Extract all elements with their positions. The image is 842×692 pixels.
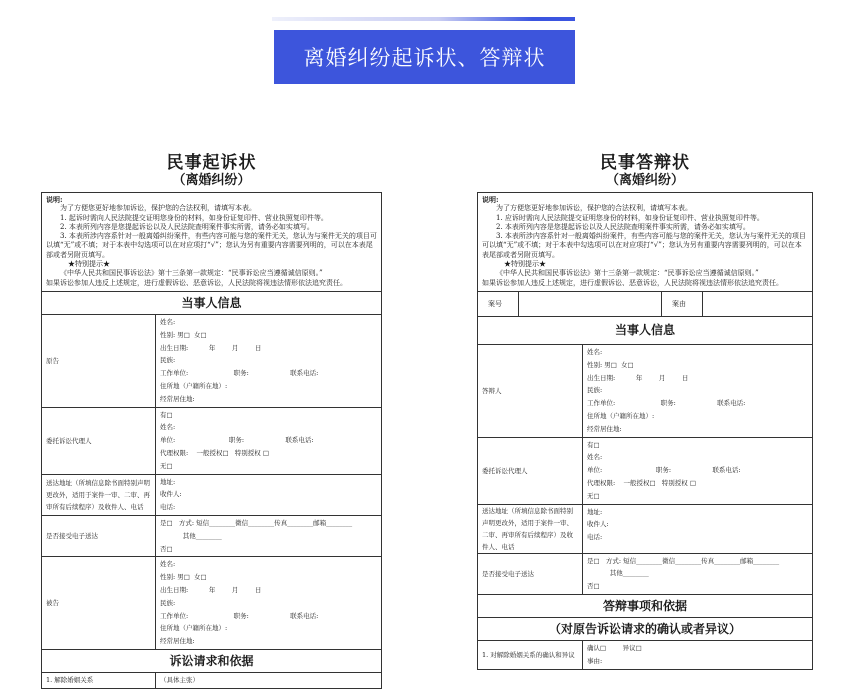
field-line[interactable]: 性别: 男□ 女□ bbox=[587, 360, 634, 369]
field-line[interactable]: 民族: bbox=[587, 386, 603, 395]
defense-subsection-heading: （对原告诉讼请求的确认或者异议） bbox=[478, 618, 812, 641]
field-line[interactable]: 电话: bbox=[160, 503, 176, 512]
row-label: 送达地址（所填信息除书面特别声明更改外，适用于案件一审、二审、再审所有后续程序）及收件人、电话 bbox=[478, 505, 583, 553]
row-fields[interactable] bbox=[156, 557, 381, 649]
field-line[interactable]: 收件人: bbox=[587, 520, 609, 529]
field-line[interactable]: 姓名: bbox=[160, 560, 176, 569]
form-row bbox=[478, 345, 812, 438]
note-line: 1. 起诉时需向人民法院提交证明您身份的材料，如身份证复印件、营业执照复印件等。 bbox=[60, 213, 328, 222]
field-line[interactable]: 出生日期: 年 月 日 bbox=[160, 585, 262, 594]
field-line[interactable]: 姓名: bbox=[587, 347, 603, 356]
row-label: 是否接受电子送达 bbox=[478, 554, 583, 594]
row-label: 是否接受电子送达 bbox=[42, 516, 156, 556]
row-fields[interactable] bbox=[583, 505, 812, 553]
field-line[interactable]: 性别: 男□ 女□ bbox=[160, 573, 207, 582]
field-line[interactable]: 地址: bbox=[587, 507, 603, 516]
form-row bbox=[42, 408, 381, 475]
row-label: 被告 bbox=[42, 557, 156, 649]
form-row bbox=[42, 516, 381, 557]
field-line[interactable]: 否□ bbox=[587, 582, 600, 591]
field-line[interactable]: 电话: bbox=[587, 533, 603, 542]
row-fields[interactable] bbox=[156, 408, 381, 474]
field-line[interactable]: （具体主张） bbox=[160, 675, 199, 684]
case-number-field[interactable] bbox=[519, 292, 662, 316]
field-line[interactable]: 住所地（户籍所在地）: bbox=[587, 411, 655, 420]
law-note: 如果诉讼参加人违反上述规定，进行虚假诉讼、恶意诉讼，人民法院将视违法情形依法追究责任。 bbox=[46, 278, 347, 287]
law-note: 如果诉讼参加人违反上述规定，进行虚假诉讼、恶意诉讼，人民法院将视违法情形依法追究责任。 bbox=[482, 278, 783, 287]
complaint-claim-rows bbox=[42, 673, 381, 688]
law-note: 《中华人民共和国民事诉讼法》第十三条第一款规定：“民事诉讼应当遵循诚信原则。” bbox=[60, 269, 323, 278]
row-fields[interactable] bbox=[583, 438, 812, 504]
field-line[interactable]: 是□ 方式: 短信________微信________传真________邮箱________ bbox=[160, 518, 353, 527]
field-line[interactable]: 经常居住地: bbox=[160, 637, 195, 646]
notes-heading: 说明: bbox=[46, 195, 63, 204]
field-line[interactable]: 工作单位: 职务: 联系电话: bbox=[160, 369, 319, 378]
field-line[interactable]: 事由: bbox=[587, 656, 603, 665]
claims-section-heading: 诉讼请求和依据 bbox=[42, 649, 381, 673]
field-line[interactable]: 单位: 职务: 联系电话: bbox=[160, 436, 314, 445]
form-row bbox=[42, 475, 381, 516]
field-line[interactable]: 经常居住地: bbox=[160, 394, 195, 403]
field-line[interactable]: 否□ bbox=[160, 544, 173, 553]
note-line: 3. 本表所涉内容系针对一般离婚纠纷案件，有些内容可能与您的案件无关，您认为与案件无关的项目可以填“无”或不填；对于本表中勾选项可以在对应项打“√”；您认为另有重要内容需要列明的，可以在本表尾部或者另附页填写。 bbox=[46, 232, 377, 259]
field-line[interactable]: 无□ bbox=[587, 491, 600, 500]
complaint-form bbox=[41, 192, 382, 689]
field-line[interactable]: 是□ 方式: 短信________微信________传真________邮箱________ bbox=[587, 556, 780, 565]
row-label: 答辩人 bbox=[478, 345, 583, 437]
defense-notes bbox=[478, 193, 812, 292]
field-line[interactable]: 代理权限: 一般授权□ 特别授权 □ bbox=[587, 478, 697, 487]
field-line[interactable]: 出生日期: 年 月 日 bbox=[587, 373, 689, 382]
case-number-label: 案号 bbox=[478, 292, 519, 316]
law-note: 《中华人民共和国民事诉讼法》第十三条第一款规定：“民事诉讼应当遵循诚信原则。” bbox=[496, 269, 759, 278]
header-divider bbox=[272, 17, 575, 21]
field-line[interactable]: 代理权限: 一般授权□ 特别授权 □ bbox=[160, 448, 270, 457]
form-row bbox=[478, 505, 812, 554]
defense-subtitle: （离婚纠纷） bbox=[605, 173, 684, 188]
note-line: 2. 本表所列内容是您提起诉讼以及人民法院查明案件事实所需，请务必如实填写。 bbox=[496, 222, 750, 231]
complaint-notes bbox=[42, 193, 381, 292]
field-line[interactable]: 无□ bbox=[160, 461, 173, 470]
defense-title: 民事答辩状 bbox=[600, 153, 690, 173]
defense-form bbox=[477, 192, 813, 670]
defense-section-heading: 答辩事项和依据 bbox=[478, 594, 812, 618]
row-fields[interactable] bbox=[583, 641, 812, 669]
complaint-subtitle: （离婚纠纷） bbox=[172, 173, 251, 188]
field-line[interactable]: 工作单位: 职务: 联系电话: bbox=[160, 611, 319, 620]
form-row bbox=[42, 673, 381, 688]
note-line: 为了方便您更好地参加诉讼，保护您的合法权利，请填写本表。 bbox=[60, 204, 256, 213]
row-label: 1. 对解除婚姻关系的确认和异议 bbox=[478, 641, 583, 669]
defense-item-rows bbox=[478, 641, 812, 669]
note-line: 2. 本表所列内容是您提起诉讼以及人民法院查明案件事实所需，请务必如实填写。 bbox=[60, 222, 314, 231]
field-line[interactable]: 其他________ bbox=[587, 569, 649, 578]
special-tip: ★特别提示★ bbox=[504, 260, 546, 269]
field-line[interactable]: 姓名: bbox=[160, 423, 176, 432]
row-fields[interactable] bbox=[583, 554, 812, 594]
party-section-heading: 当事人信息 bbox=[478, 317, 812, 345]
note-line: 1. 应诉时需向人民法院提交证明您身份的材料，如身份证复印件、营业执照复印件等。 bbox=[496, 213, 764, 222]
row-label: 委托诉讼代理人 bbox=[42, 408, 156, 474]
field-line[interactable]: 单位: 职务: 联系电话: bbox=[587, 466, 741, 475]
row-fields[interactable] bbox=[156, 475, 381, 515]
form-row bbox=[478, 438, 812, 505]
field-line[interactable]: 住所地（户籍所在地）: bbox=[160, 381, 228, 390]
field-line[interactable]: 其他________ bbox=[160, 531, 222, 540]
field-line[interactable]: 有□ bbox=[587, 440, 600, 449]
field-line[interactable]: 民族: bbox=[160, 598, 176, 607]
row-label: 1. 解除婚姻关系 bbox=[42, 673, 156, 688]
field-line[interactable]: 地址: bbox=[160, 477, 176, 486]
field-line[interactable]: 经常居住地: bbox=[587, 424, 622, 433]
complaint-document bbox=[41, 153, 382, 689]
field-line[interactable]: 民族: bbox=[160, 356, 176, 365]
field-line[interactable]: 姓名: bbox=[160, 317, 176, 326]
form-row bbox=[478, 641, 812, 669]
case-info-row bbox=[478, 292, 812, 317]
note-line: 为了方便您更好地参加诉讼，保护您的合法权利，请填写本表。 bbox=[496, 204, 692, 213]
page-title: 离婚纠纷起诉状、答辩状 bbox=[274, 30, 575, 84]
defense-party-rows bbox=[478, 345, 812, 594]
field-line[interactable]: 住所地（户籍所在地）: bbox=[160, 624, 228, 633]
row-fields[interactable] bbox=[156, 673, 381, 688]
complaint-party-rows bbox=[42, 315, 381, 649]
field-line[interactable]: 性别: 男□ 女□ bbox=[160, 330, 207, 339]
form-row bbox=[478, 554, 812, 594]
row-label: 原告 bbox=[42, 315, 156, 407]
row-fields[interactable] bbox=[156, 516, 381, 556]
case-cause-field[interactable] bbox=[703, 292, 812, 316]
field-line[interactable]: 姓名: bbox=[587, 453, 603, 462]
field-line[interactable]: 出生日期: 年 月 日 bbox=[160, 343, 262, 352]
note-line: 3. 本表所涉内容系针对一般离婚纠纷案件，有些内容可能与您的案件无关，您认为与案件无关的项目可以填“无”或不填；对于本表中勾选项可以在对应项打“√”；您认为另有重要内容需要列明的，可以在本表尾部或者另附页填写。 bbox=[482, 232, 806, 259]
field-line[interactable]: 工作单位: 职务: 联系电话: bbox=[587, 399, 746, 408]
row-fields[interactable] bbox=[583, 345, 812, 437]
field-line[interactable]: 确认□ 异议□ bbox=[587, 643, 642, 652]
field-line[interactable]: 有□ bbox=[160, 410, 173, 419]
field-line[interactable]: 收件人: bbox=[160, 490, 182, 499]
case-cause-label: 案由 bbox=[662, 292, 703, 316]
party-section-heading: 当事人信息 bbox=[42, 292, 381, 315]
form-row bbox=[42, 315, 381, 408]
form-row bbox=[42, 557, 381, 649]
notes-heading: 说明: bbox=[482, 195, 499, 204]
defense-document bbox=[477, 153, 813, 670]
row-fields[interactable] bbox=[156, 315, 381, 407]
complaint-title: 民事起诉状 bbox=[166, 153, 257, 173]
row-label: 送达地址（所填信息除书面特别声明更改外，适用于案件一审、二审、再审所有后续程序）及收件人、电话 bbox=[42, 475, 156, 515]
row-label: 委托诉讼代理人 bbox=[478, 438, 583, 504]
special-tip: ★特别提示★ bbox=[68, 260, 110, 269]
